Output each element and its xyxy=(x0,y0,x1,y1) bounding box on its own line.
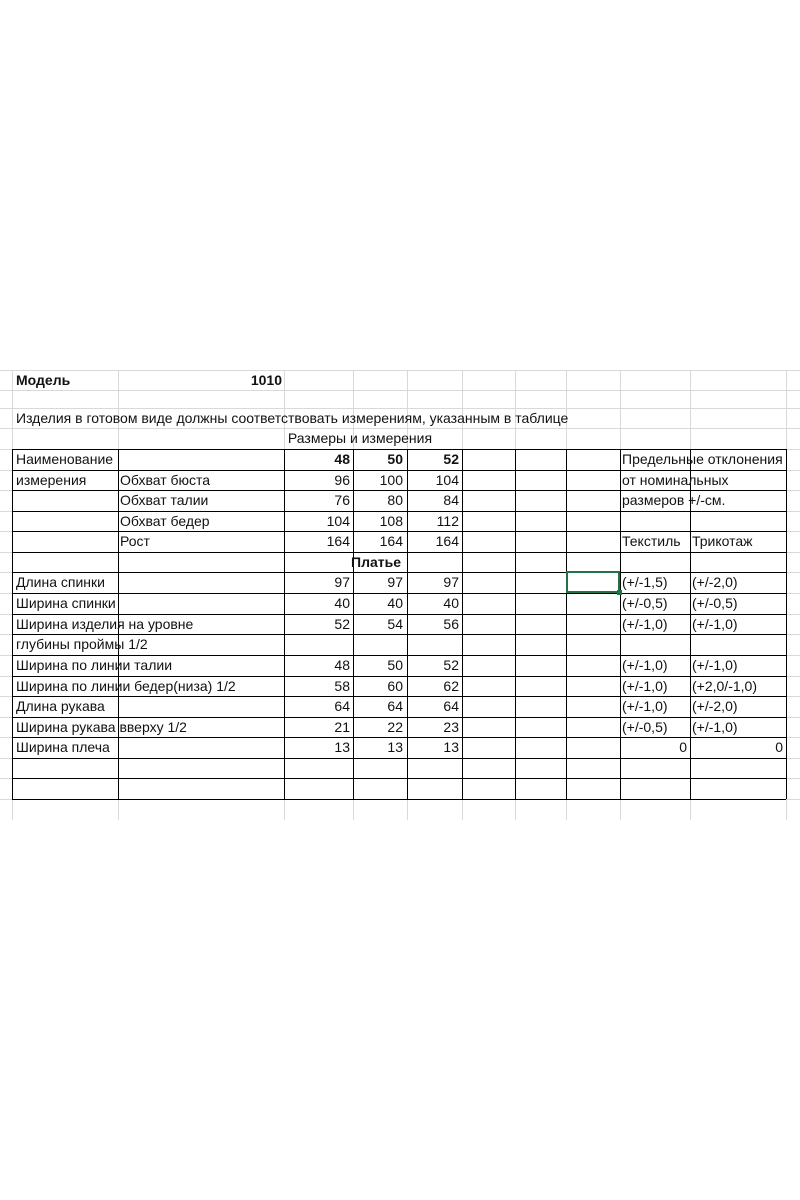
size-48-header: 48 xyxy=(334,451,350,467)
garment-row-knit: (+/-1,0) xyxy=(692,657,738,673)
garment-row-label: Ширина спинки xyxy=(16,595,116,611)
garment-row-52 xyxy=(409,634,459,654)
tolerance-textile-header: Текстиль xyxy=(622,533,681,549)
garment-row-knit: (+/-0,5) xyxy=(692,595,738,611)
header-name-line2: измерения xyxy=(16,472,87,488)
garment-row-48: 21 xyxy=(334,719,350,735)
size-52-header: 52 xyxy=(443,451,459,467)
waist-label: Обхват талии xyxy=(120,492,209,508)
garment-row-knit: (+/-1,0) xyxy=(692,616,738,632)
garment-row-50: 50 xyxy=(387,657,403,673)
garment-row-48: 52 xyxy=(334,616,350,632)
header-name-line1: Наименование xyxy=(16,451,114,467)
garment-row-50: 97 xyxy=(387,574,403,590)
garment-row-52: 56 xyxy=(443,616,459,632)
hips-50: 108 xyxy=(379,513,403,529)
waist-50: 80 xyxy=(387,492,403,508)
garment-row-textile: 0 xyxy=(679,739,687,755)
hips-48: 104 xyxy=(326,513,350,529)
garment-row-knit: 0 xyxy=(775,739,783,755)
garment-row-50: 13 xyxy=(387,739,403,755)
garment-row-label: Ширина по линии талии xyxy=(16,657,173,673)
spreadsheet-table xyxy=(0,370,800,820)
bust-52: 104 xyxy=(435,472,459,488)
garment-row-textile: (+/-1,0) xyxy=(622,616,668,632)
tolerance-knit-header: Трикотаж xyxy=(692,533,753,549)
garment-row-textile: (+/-1,5) xyxy=(622,574,668,590)
garment-row-textile: (+/-1,0) xyxy=(622,698,668,714)
tolerance-header-line3: размеров +/-см. xyxy=(622,492,726,508)
garment-row-label: Ширина плеча xyxy=(16,739,110,755)
garment-row-48: 40 xyxy=(334,595,350,611)
garment-row-52: 23 xyxy=(443,719,459,735)
garment-row-knit: (+/-1,0) xyxy=(692,719,738,735)
garment-row-52: 97 xyxy=(443,574,459,590)
garment-row-48: 58 xyxy=(334,678,350,694)
tolerance-header-line1: Предельные отклонения xyxy=(622,451,783,467)
height-48: 164 xyxy=(326,533,350,549)
model-number: 1010 xyxy=(250,372,282,388)
bust-label: Обхват бюста xyxy=(120,472,211,488)
active-cell[interactable] xyxy=(566,571,620,593)
garment-row-textile: (+/-1,0) xyxy=(622,678,668,694)
size-50-header: 50 xyxy=(387,451,403,467)
fill-handle[interactable] xyxy=(617,590,622,595)
garment-row-textile: (+/-1,0) xyxy=(622,657,668,673)
garment-row-52: 64 xyxy=(443,698,459,714)
waist-52: 84 xyxy=(443,492,459,508)
garment-row-52: 13 xyxy=(443,739,459,755)
garment-row-knit: (+2,0/-1,0) xyxy=(692,678,757,694)
height-50: 164 xyxy=(379,533,403,549)
tolerance-header-line2: от номинальных xyxy=(622,472,729,488)
garment-row-52: 40 xyxy=(443,595,459,611)
garment-row-52: 62 xyxy=(443,678,459,694)
garment-row-knit: (+/-2,0) xyxy=(692,698,738,714)
waist-48: 76 xyxy=(334,492,350,508)
garment-row-50: 22 xyxy=(387,719,403,735)
garment-row-label: Ширина рукава вверху 1/2 xyxy=(16,719,187,735)
garment-row-label: Длина спинки xyxy=(16,574,105,590)
garment-row-textile: (+/-0,5) xyxy=(622,719,668,735)
garment-row-50: 60 xyxy=(387,678,403,694)
garment-row-50 xyxy=(355,634,403,654)
requirements-note: Изделия в готовом виде должны соответствовать измерениям, указанным в таблице xyxy=(16,410,569,426)
garment-row-50: 40 xyxy=(387,595,403,611)
garment-row-48: 48 xyxy=(334,657,350,673)
garment-row-50: 54 xyxy=(387,616,403,632)
model-label: Модель xyxy=(16,372,71,388)
garment-row-label: Длина рукава xyxy=(16,698,105,714)
garment-row-knit: (+/-2,0) xyxy=(692,574,738,590)
garment-title: Платье xyxy=(351,554,401,570)
garment-row-52: 52 xyxy=(443,657,459,673)
height-label: Рост xyxy=(120,533,150,549)
garment-row-label: Ширина изделия на уровне xyxy=(16,616,194,632)
garment-row-48: 13 xyxy=(334,739,350,755)
garment-row-48: 97 xyxy=(334,574,350,590)
garment-row-48 xyxy=(286,634,350,654)
hips-label: Обхват бедер xyxy=(120,513,210,529)
garment-row-textile: (+/-0,5) xyxy=(622,595,668,611)
height-52: 164 xyxy=(435,533,459,549)
bust-50: 100 xyxy=(379,472,403,488)
garment-row-label: Ширина по линии бедер(низа) 1/2 xyxy=(16,678,236,694)
garment-row-label: глубины проймы 1/2 xyxy=(16,636,148,652)
bust-48: 96 xyxy=(334,472,350,488)
hips-52: 112 xyxy=(436,513,459,529)
section-title: Размеры и измерения xyxy=(287,430,433,446)
garment-row-48: 64 xyxy=(334,698,350,714)
garment-row-50: 64 xyxy=(387,698,403,714)
